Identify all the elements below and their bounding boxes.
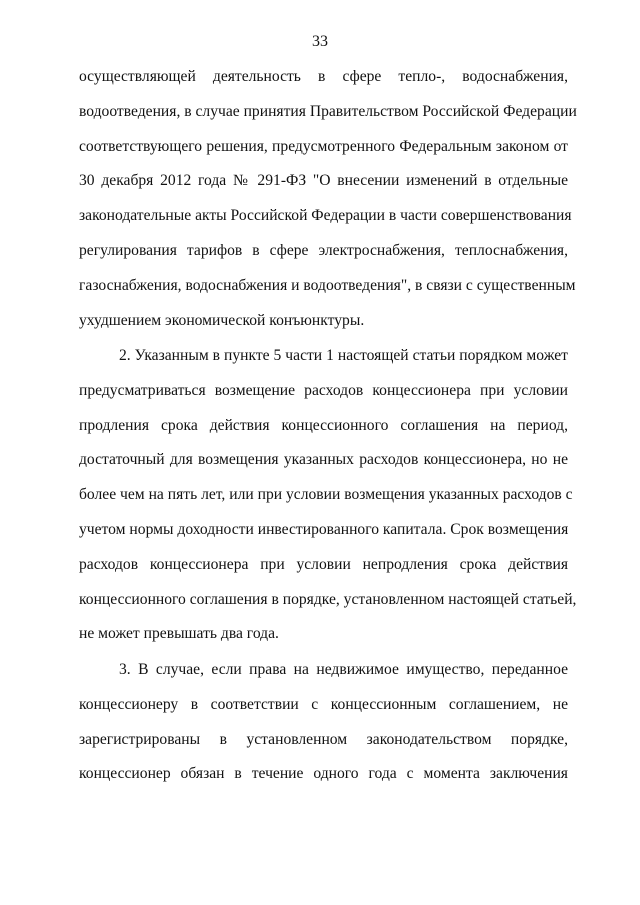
text-line: ухудшением экономической конъюнктуры.: [79, 311, 365, 329]
text-line: концессионеру в соответствии с концессионным соглашением, не: [79, 695, 568, 713]
text-line: соответствующего решения, предусмотренного Федеральным законом от: [79, 137, 568, 155]
paragraph-2: [79, 339, 577, 652]
text-line: зарегистрированы в установленном законодательством порядке,: [79, 730, 568, 748]
text-line: учетом нормы доходности инвестированного капитала. Срок возмещения: [79, 520, 569, 538]
text-line: более чем на пять лет, или при условии возмещения указанных расходов с: [79, 486, 573, 504]
text-line: законодательные акты Российской Федерации в части совершенствования: [79, 207, 572, 225]
paragraph-3: [79, 653, 568, 792]
text-line: регулирования тарифов в сфере электроснабжения, теплоснабжения,: [79, 241, 568, 259]
text-line: водоотведения, в случае принятия Правительством Российской Федерации: [79, 102, 577, 120]
text-line: не может превышать два года.: [79, 625, 279, 643]
text-line: предусматриваться возмещение расходов концессионера при условии: [79, 381, 568, 399]
paragraph-continuation: [79, 60, 577, 338]
text-line: 2. Указанным в пункте 5 части 1 настоящей статьи порядком может: [119, 347, 568, 364]
text-line: 30 декабря 2012 года № 291-ФЗ "О внесении изменений в отдельные: [79, 172, 568, 190]
text-line: достаточный для возмещения указанных расходов концессионера, но не: [79, 451, 568, 469]
text-line: расходов концессионера при условии непродления срока действия: [79, 555, 568, 573]
text-line: газоснабжения, водоснабжения и водоотведения", в связи с существенным: [79, 276, 576, 294]
page-number: 33: [312, 33, 328, 50]
text-line: продления срока действия концессионного соглашения на период,: [79, 416, 568, 434]
text-line: концессионер обязан в течение одного года с момента заключения: [79, 765, 568, 783]
text-line: осуществляющей деятельность в сфере тепло-, водоснабжения,: [79, 68, 568, 85]
text-line: концессионного соглашения в порядке, установленном настоящей статьей,: [79, 590, 577, 608]
text-line: 3. В случае, если права на недвижимое имущество, переданное: [119, 661, 568, 678]
